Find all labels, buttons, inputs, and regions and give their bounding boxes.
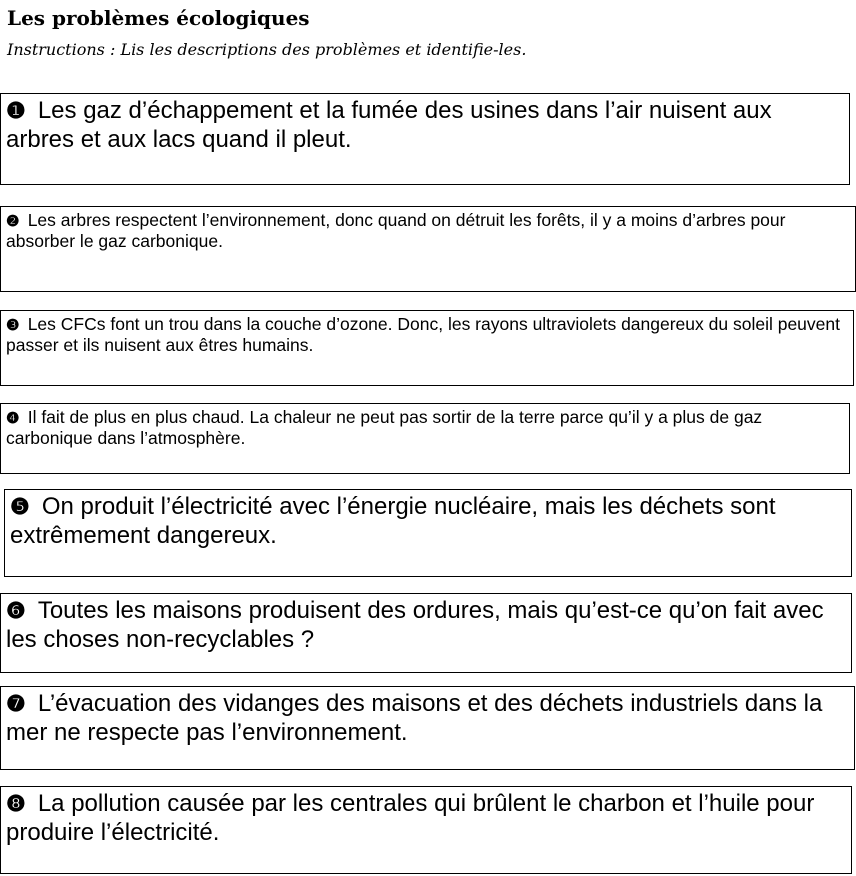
number-badge-4: ❹: [6, 410, 20, 427]
number-badge-8: ❽: [6, 791, 26, 816]
number-badge-7: ❼: [6, 691, 26, 716]
problem-box-7: [0, 686, 855, 770]
number-badge-2: ❷: [6, 213, 20, 230]
problem-box-3: [0, 310, 854, 386]
problem-text-2: Les arbres respectent l’environnement, donc quand on détruit les forêts, il y a moins d’arbres pour absorber le gaz carbonique.: [6, 210, 786, 251]
page-title: Les problèmes écologiques: [7, 6, 310, 30]
problem-box-6: [0, 593, 852, 673]
problem-text-6: Toutes les maisons produisent des ordures, mais qu’est-ce qu’on fait avec les choses non-recyclables ?: [6, 597, 824, 653]
problem-text-7: L’évacuation des vidanges des maisons et des déchets industriels dans la mer ne respecte pas l’environnement.: [6, 690, 823, 746]
problem-text-1: Les gaz d’échappement et la fumée des usines dans l’air nuisent aux arbres et aux lacs quand il pleut.: [6, 97, 772, 153]
number-badge-1: ❶: [6, 98, 26, 123]
problem-text-8: La pollution causée par les centrales qui brûlent le charbon et l’huile pour produire l’électricité.: [6, 790, 815, 846]
problem-box-8: [0, 786, 852, 874]
number-badge-3: ❸: [6, 317, 20, 334]
number-badge-5: ❺: [10, 494, 30, 519]
problem-box-4: [0, 403, 850, 474]
problem-text-3: Les CFCs font un trou dans la couche d’ozone. Donc, les rayons ultraviolets dangereux du soleil peuvent passer et ils nuisent aux êtres humains.: [6, 314, 840, 355]
problem-text-4: Il fait de plus en plus chaud. La chaleur ne peut pas sortir de la terre parce qu’il y a plus de gaz carbonique dans l’atmosphère.: [6, 407, 763, 448]
number-badge-6: ❻: [6, 598, 26, 623]
problem-box-2: [0, 206, 856, 292]
problem-box-5: [4, 489, 852, 577]
problem-text-5: On produit l’électricité avec l’énergie nucléaire, mais les déchets sont extrêmement dangereux.: [10, 493, 776, 549]
problem-box-1: [0, 93, 850, 185]
instructions-text: Instructions : Lis les descriptions des problèmes et identifie-les.: [7, 40, 527, 59]
